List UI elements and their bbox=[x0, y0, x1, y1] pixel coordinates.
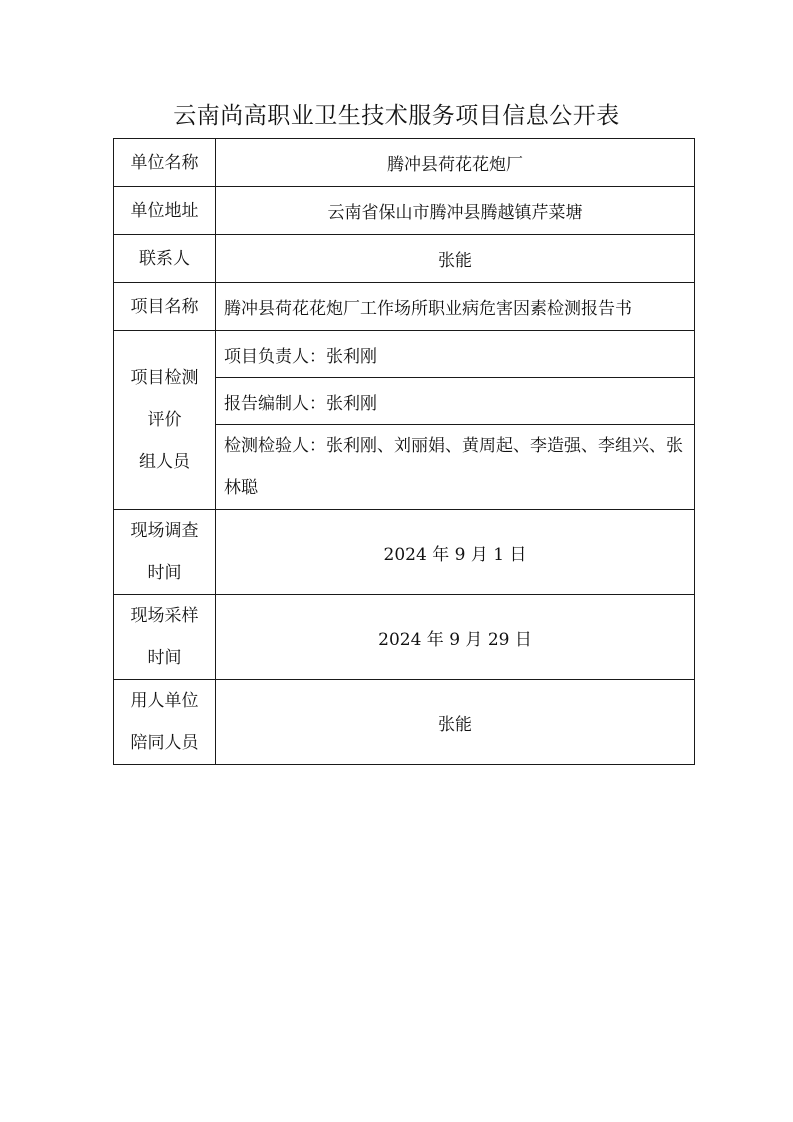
sampling-time-label-line-1: 现场采样 bbox=[130, 606, 199, 626]
table-row-contact bbox=[114, 235, 695, 283]
accompany-label bbox=[114, 680, 216, 765]
project-name-label: 项目名称 bbox=[114, 283, 216, 331]
table-row-unit-address bbox=[114, 187, 695, 235]
accompany-label-line-1: 用人单位 bbox=[130, 691, 199, 711]
contact-value: 张能 bbox=[216, 235, 695, 283]
page-title: 云南尚高职业卫生技术服务项目信息公开表 bbox=[173, 103, 620, 129]
team-label-line-2: 评价 bbox=[147, 410, 182, 430]
survey-time-label-line-1: 现场调查 bbox=[130, 521, 199, 541]
team-leader-value: 项目负责人：张利刚 bbox=[216, 331, 695, 378]
table-row-team-leader bbox=[114, 331, 695, 378]
project-name-value: 腾冲县荷花花炮厂工作场所职业病危害因素检测报告书 bbox=[216, 283, 695, 331]
team-label-line-1: 项目检测 bbox=[130, 368, 199, 388]
team-label bbox=[114, 331, 216, 510]
contact-label: 联系人 bbox=[114, 235, 216, 283]
table-row-sampling-time bbox=[114, 595, 695, 680]
team-label-line-3: 组人员 bbox=[139, 452, 190, 472]
table-row-accompany bbox=[114, 680, 695, 765]
accompany-value: 张能 bbox=[216, 680, 695, 765]
inspectors-value: 检测检验人：张利刚、刘丽娟、黄周起、李造强、李组兴、张林聪 bbox=[216, 425, 695, 510]
table-row-project-name bbox=[114, 283, 695, 331]
unit-name-label: 单位名称 bbox=[114, 139, 216, 187]
report-author-value: 报告编制人：张利刚 bbox=[216, 378, 695, 425]
sampling-time-value: 2024 年 9 月 29 日 bbox=[216, 595, 695, 680]
unit-name-value: 腾冲县荷花花炮厂 bbox=[216, 139, 695, 187]
accompany-label-line-2: 陪同人员 bbox=[130, 733, 199, 753]
survey-time-value: 2024 年 9 月 1 日 bbox=[216, 510, 695, 595]
table-row-survey-time bbox=[114, 510, 695, 595]
unit-address-value: 云南省保山市腾冲县腾越镇芹菜塘 bbox=[216, 187, 695, 235]
survey-time-label-line-2: 时间 bbox=[147, 563, 182, 583]
sampling-time-label-line-2: 时间 bbox=[147, 648, 182, 668]
sampling-time-label bbox=[114, 595, 216, 680]
survey-time-label bbox=[114, 510, 216, 595]
unit-address-label: 单位地址 bbox=[114, 187, 216, 235]
info-table bbox=[113, 138, 695, 765]
table-row-unit-name bbox=[114, 139, 695, 187]
